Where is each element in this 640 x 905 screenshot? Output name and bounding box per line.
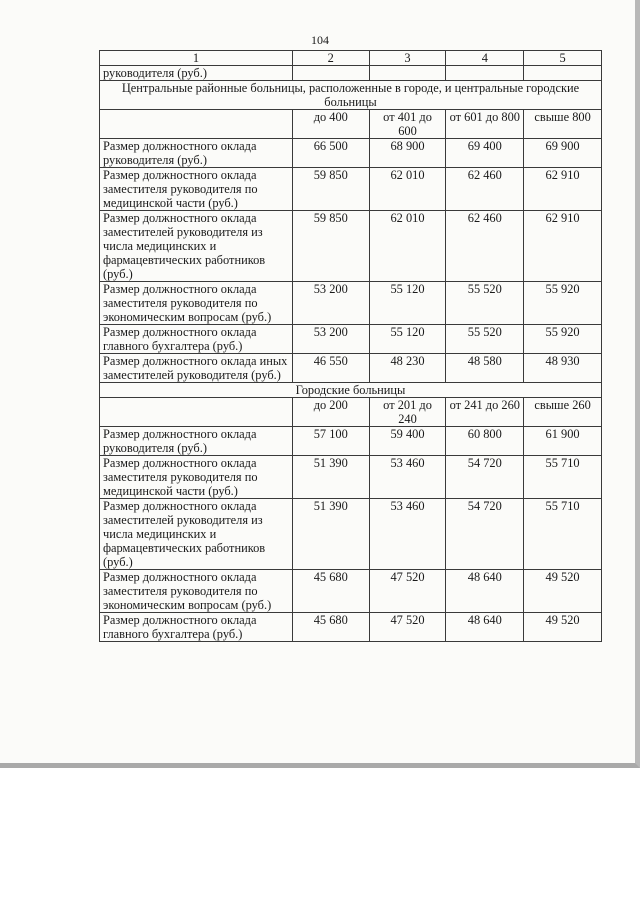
column-number-row: [100, 51, 602, 66]
bed-range-cell: от 241 до 260: [446, 398, 524, 427]
page-number: 104: [311, 33, 329, 47]
salary-value: 51 390: [292, 499, 369, 570]
salary-value: 51 390: [292, 456, 369, 499]
salary-value: 45 680: [292, 570, 369, 613]
section-title-row: [100, 383, 602, 398]
salary-position-label: Размер должностного оклада заместителя руководителя по экономическим вопросам (руб.): [100, 282, 293, 325]
salary-value: 66 500: [292, 139, 369, 168]
salary-value: 57 100: [292, 427, 369, 456]
table-row: [100, 139, 602, 168]
bed-range-cell: от 401 до 600: [369, 110, 446, 139]
salary-value: 55 520: [446, 325, 524, 354]
salary-value: 55 120: [369, 282, 446, 325]
salary-value: 62 910: [524, 168, 602, 211]
salary-value: 60 800: [446, 427, 524, 456]
table-row: [100, 456, 602, 499]
salary-value: 62 910: [524, 211, 602, 282]
salary-value: 48 930: [524, 354, 602, 383]
section-title: Городские больницы: [100, 383, 602, 398]
salary-value: 62 010: [369, 211, 446, 282]
salary-position-label: Размер должностного оклада заместителя руководителя по экономическим вопросам (руб.): [100, 570, 293, 613]
bed-range-cell: свыше 800: [524, 110, 602, 139]
table-row: [100, 168, 602, 211]
salary-position-label: Размер должностного оклада главного бухгалтера (руб.): [100, 325, 293, 354]
salary-value: 55 920: [524, 282, 602, 325]
salary-value: 62 460: [446, 168, 524, 211]
salary-value: 46 550: [292, 354, 369, 383]
salary-value: 48 230: [369, 354, 446, 383]
salary-value: 55 120: [369, 325, 446, 354]
salary-value: 68 900: [369, 139, 446, 168]
salary-position-label: Размер должностного оклада заместителей руководителя из числа медицинских и фармацевтических работников (руб.): [100, 499, 293, 570]
empty-cell: [524, 66, 602, 81]
salary-position-label: Размер должностного оклада заместителей руководителя из числа медицинских и фармацевтических работников (руб.): [100, 211, 293, 282]
carry-over-row: [100, 66, 602, 81]
empty-cell: [100, 110, 293, 139]
salary-value: 54 720: [446, 499, 524, 570]
table-row: [100, 613, 602, 642]
salary-value: 53 460: [369, 499, 446, 570]
salary-position-label: Размер должностного оклада заместителя руководителя по медицинской части (руб.): [100, 456, 293, 499]
salary-value: 55 920: [524, 325, 602, 354]
salary-value: 55 710: [524, 499, 602, 570]
salary-value: 53 200: [292, 282, 369, 325]
scan-artifact: [566, 690, 606, 710]
empty-cell: [292, 66, 369, 81]
salary-value: 69 400: [446, 139, 524, 168]
salary-value: 59 850: [292, 211, 369, 282]
salary-value: 47 520: [369, 613, 446, 642]
salary-value: 61 900: [524, 427, 602, 456]
table-row: [100, 282, 602, 325]
salary-value: 59 850: [292, 168, 369, 211]
column-number: 5: [524, 51, 602, 66]
bed-range-cell: свыше 260: [524, 398, 602, 427]
table-row: [100, 325, 602, 354]
salary-value: 69 900: [524, 139, 602, 168]
salary-value: 62 460: [446, 211, 524, 282]
salary-value: 48 640: [446, 613, 524, 642]
salary-position-label: Размер должностного оклада главного бухгалтера (руб.): [100, 613, 293, 642]
salary-value: 47 520: [369, 570, 446, 613]
bed-range-cell: от 201 до 240: [369, 398, 446, 427]
table-row: [100, 570, 602, 613]
table-row: [100, 499, 602, 570]
salary-value: 53 200: [292, 325, 369, 354]
carry-over-label: руководителя (руб.): [100, 66, 293, 81]
salary-value: 62 010: [369, 168, 446, 211]
salary-value: 55 710: [524, 456, 602, 499]
table-row: [100, 354, 602, 383]
bed-range-cell: до 400: [292, 110, 369, 139]
empty-cell: [100, 398, 293, 427]
salary-value: 49 520: [524, 613, 602, 642]
empty-cell: [369, 66, 446, 81]
bed-range-row: [100, 398, 602, 427]
bed-range-row: [100, 110, 602, 139]
salary-position-label: Размер должностного оклада иных заместителей руководителя (руб.): [100, 354, 293, 383]
salary-position-label: Размер должностного оклада руководителя (руб.): [100, 139, 293, 168]
column-number: 2: [292, 51, 369, 66]
salary-position-label: Размер должностного оклада руководителя (руб.): [100, 427, 293, 456]
salary-value: 48 580: [446, 354, 524, 383]
salary-table-body: [100, 51, 602, 642]
section-title-row: [100, 81, 602, 110]
table-row: [100, 427, 602, 456]
salary-position-label: Размер должностного оклада заместителя руководителя по медицинской части (руб.): [100, 168, 293, 211]
column-number: 3: [369, 51, 446, 66]
salary-value: 49 520: [524, 570, 602, 613]
bed-range-cell: до 200: [292, 398, 369, 427]
salary-value: 55 520: [446, 282, 524, 325]
salary-value: 59 400: [369, 427, 446, 456]
table-row: [100, 211, 602, 282]
salary-value: 45 680: [292, 613, 369, 642]
bed-range-cell: от 601 до 800: [446, 110, 524, 139]
column-number: 1: [100, 51, 293, 66]
empty-cell: [446, 66, 524, 81]
salary-value: 54 720: [446, 456, 524, 499]
salary-value: 53 460: [369, 456, 446, 499]
section-title: Центральные районные больницы, расположенные в городе, и центральные городские больницы: [100, 81, 602, 110]
column-number: 4: [446, 51, 524, 66]
salary-table: [99, 50, 602, 642]
salary-value: 48 640: [446, 570, 524, 613]
